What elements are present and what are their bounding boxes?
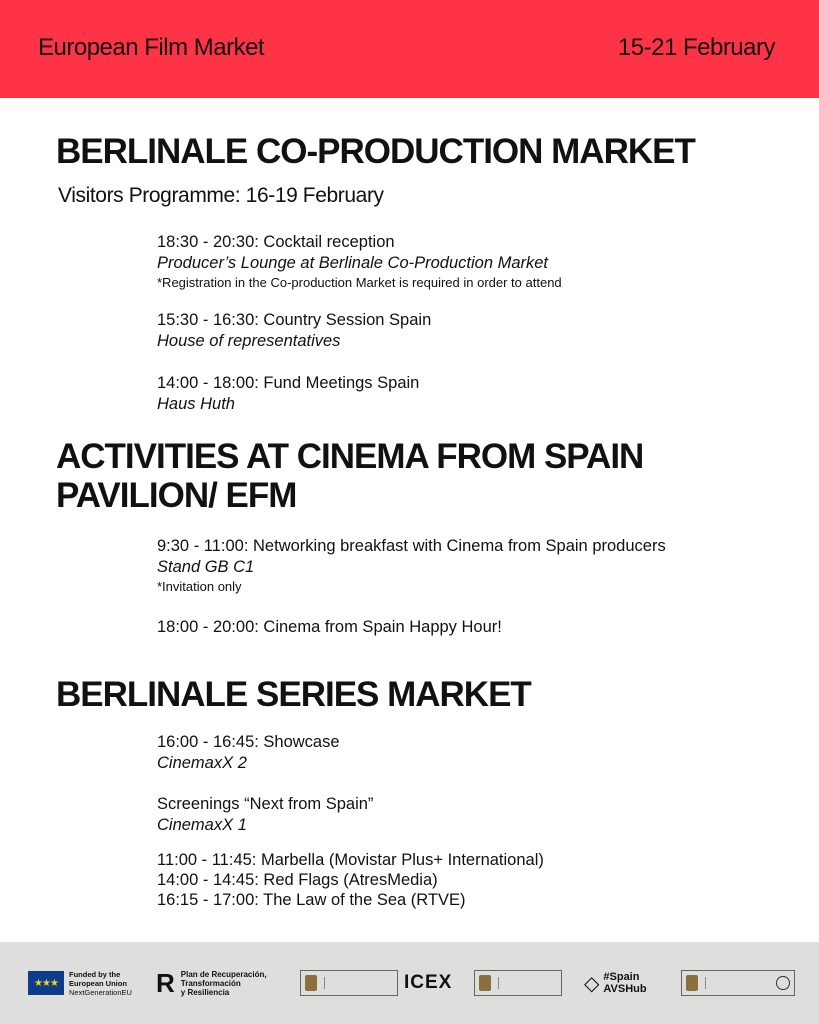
logo-text: Funded by the	[69, 969, 121, 979]
r-mark-icon: R	[156, 968, 175, 998]
event-title: Screenings “Next from Spain”	[157, 795, 374, 813]
event-item	[157, 617, 797, 638]
icex-logo-text: ICEX	[404, 972, 453, 993]
header-bar	[0, 0, 819, 98]
event-item	[157, 732, 797, 774]
event-item	[157, 794, 797, 836]
event-note: *Invitation only	[157, 579, 242, 594]
event-item	[157, 536, 797, 595]
event-venue: Stand GB C1	[157, 558, 255, 576]
event-item	[157, 232, 797, 291]
government-ministry-logo	[300, 968, 398, 998]
screening-item: 16:15 - 17:00: The Law of the Sea (RTVE)	[157, 891, 466, 909]
event-title: 18:00 - 20:00: Cinema from Spain Happy Hour!	[157, 618, 502, 636]
spain-avs-hub-logo	[584, 968, 647, 998]
event-note: *Registration in the Co-production Market is required in order to attend	[157, 275, 562, 290]
section-title-series: BERLINALE SERIES MARKET	[56, 675, 531, 714]
section-title-coproduction: BERLINALE CO-PRODUCTION MARKET	[56, 132, 695, 171]
government-culture-logo	[681, 968, 795, 998]
section-title-line: ACTIVITIES AT CINEMA FROM SPAIN	[56, 437, 644, 476]
culture-emblem-icon	[776, 976, 790, 990]
government-ministry-logo	[474, 968, 562, 998]
event-venue: House of representatives	[157, 332, 341, 350]
header-dates: 15-21 February	[617, 34, 775, 61]
logo-text: European Union	[69, 978, 127, 988]
eu-flag-icon: ★★★	[28, 971, 64, 995]
spain-map-icon: ◇	[584, 972, 600, 995]
event-venue: CinemaxX 2	[157, 754, 247, 772]
section-title-pavilion	[56, 437, 776, 515]
section-subtitle: Visitors Programme: 16-19 February	[58, 184, 384, 207]
event-venue: Producer’s Lounge at Berlinale Co-Production Market	[157, 254, 549, 272]
crest-icon	[305, 975, 317, 991]
logo-text: AVSHub	[603, 983, 647, 995]
screening-item: 11:00 - 11:45: Marbella (Movistar Plus+ International)	[157, 851, 544, 869]
event-title: 15:30 - 16:30: Country Session Spain	[157, 311, 432, 329]
section-title-line: PAVILION/ EFM	[56, 476, 297, 515]
recovery-plan-logo	[156, 968, 267, 998]
logo-text: Plan de Recuperación,	[180, 969, 267, 979]
screening-list	[157, 850, 797, 910]
event-venue: Haus Huth	[157, 395, 235, 413]
icex-logo	[404, 968, 452, 998]
event-title: 9:30 - 11:00: Networking breakfast with Cinema from Spain producers	[157, 537, 666, 555]
header-title: European Film Market	[38, 34, 265, 61]
screening-item: 14:00 - 14:45: Red Flags (AtresMedia)	[157, 871, 438, 889]
logo-text: #Spain	[603, 971, 640, 983]
logo-text: y Resiliencia	[180, 987, 230, 997]
event-venue: CinemaxX 1	[157, 816, 247, 834]
eu-funding-logo	[28, 968, 132, 998]
event-item	[157, 310, 797, 352]
event-title: 14:00 - 18:00: Fund Meetings Spain	[157, 374, 420, 392]
crest-icon	[479, 975, 491, 991]
crest-icon	[686, 975, 698, 991]
event-title: 16:00 - 16:45: Showcase	[157, 733, 340, 751]
logo-text: NextGenerationEU	[69, 987, 132, 997]
event-title: 18:30 - 20:30: Cocktail reception	[157, 233, 395, 251]
event-item	[157, 373, 797, 415]
logo-text: Transformación	[180, 978, 241, 988]
